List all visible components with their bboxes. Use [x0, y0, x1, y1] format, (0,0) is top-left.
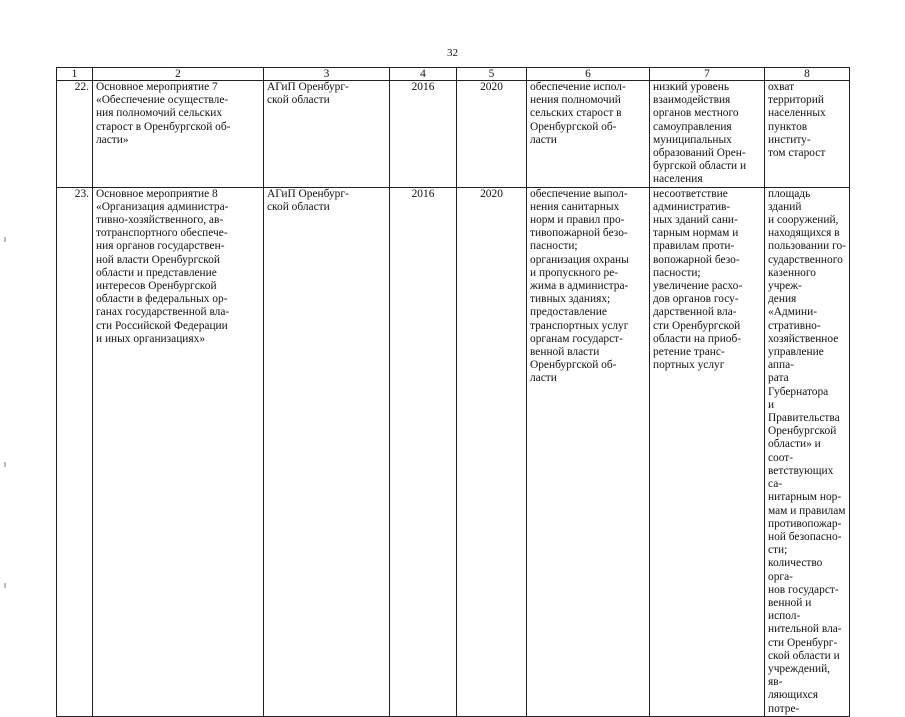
cell-line: тивных зданиях; [530, 293, 611, 306]
cell-line: управление аппа- [768, 346, 824, 372]
header-col-3: 3 [264, 68, 390, 81]
cell-line: нения полномочий [530, 94, 621, 107]
cell-line: увеличение расхо- [653, 280, 743, 293]
start-year-cell: 2016 [390, 187, 457, 716]
indicator-cell [765, 81, 850, 188]
cell-line: пасности; [530, 240, 578, 253]
cell-line: охват территорий [768, 81, 824, 107]
cell-line: АГиП Оренбург- [267, 187, 349, 200]
executor-cell [264, 81, 390, 188]
cell-line: ской области [267, 94, 330, 107]
cell-line: транспортных услуг [530, 319, 629, 332]
cell-line: ласти [530, 133, 557, 146]
page-number: 32 [447, 47, 458, 59]
cell-line: дарственной вла- [653, 306, 737, 319]
cell-line: ляющихся потре- [768, 689, 818, 715]
cell-line: и иных организациях» [96, 332, 206, 345]
cell-line: интересов Оренбургской [96, 280, 217, 293]
cell-line: несоответствие [653, 187, 728, 200]
cell-line: ветствующих са- [768, 464, 834, 491]
cell-line: ганах государственной вла- [96, 306, 230, 319]
cell-line: Оренбургской об- [530, 120, 617, 133]
cell-line: портных услуг [653, 359, 725, 372]
cell-line: количество орга- [768, 557, 823, 583]
indicator-cell [765, 187, 850, 716]
cell-line: ласти [530, 372, 557, 385]
cell-line: пунктов институ- [768, 120, 811, 146]
header-col-5: 5 [457, 68, 527, 81]
cell-line: населения [653, 173, 703, 186]
cell-line: и пропускного ре- [530, 266, 619, 279]
cell-line: находящихся в [768, 227, 840, 240]
header-col-8: 8 [765, 68, 850, 81]
cell-line: венной власти [530, 346, 600, 359]
cell-line: обеспечение выпол- [530, 187, 628, 200]
cell-line: «Обеспечение осуществле- [96, 94, 229, 107]
cell-line: казенного учреж- [768, 266, 816, 293]
cell-line: жима в администра- [530, 280, 629, 293]
cell-line: нитарным нор- [768, 491, 842, 504]
cell-line: правилам проти- [653, 240, 735, 253]
cell-line: образований Орен- [653, 147, 746, 160]
cell-line: АГиП Оренбург- [267, 81, 349, 93]
header-col-4: 4 [390, 68, 457, 81]
cell-line: венной и испол- [768, 596, 812, 623]
cell-line: органов местного [653, 107, 739, 120]
cell-line: сударственного [768, 253, 843, 266]
cell-line: стративно- [768, 319, 821, 332]
scan-margin-mark [4, 237, 6, 242]
cell-line: том старост [768, 147, 826, 160]
cell-line: тотранспортного обеспече- [96, 227, 228, 240]
cell-line: организация охраны [530, 253, 629, 266]
event-cell [93, 81, 264, 188]
cell-line: «Организация администра- [96, 200, 229, 213]
cell-line: тарным нормам и [653, 227, 739, 240]
cell-line: тивно-хозяйственного, ав- [96, 214, 224, 227]
start-year-cell: 2016 [390, 81, 457, 188]
cell-line: площадь зданий [768, 187, 811, 213]
cell-line: предоставление [530, 306, 607, 319]
cell-line: старост в Оренбургской об- [96, 120, 231, 133]
cell-line: ния полномочий сельских [96, 107, 223, 120]
cell-line: сти Оренбург- [768, 636, 838, 649]
cell-line: сти; [768, 544, 788, 557]
cell-line: хозяйственное [768, 332, 839, 345]
cell-line: области на приоб- [653, 332, 742, 345]
header-col-6: 6 [527, 68, 650, 81]
cell-line: населенных [768, 107, 826, 120]
cell-line: ния органов государствен- [96, 240, 225, 253]
end-year-cell: 2020 [457, 187, 527, 716]
cell-line: норм и правил про- [530, 214, 625, 227]
cell-line: ретение транс- [653, 346, 725, 359]
cell-line: и Правительства [768, 398, 840, 425]
cell-line: учреждений, яв- [768, 662, 831, 689]
cell-line: самоуправления [653, 120, 732, 133]
row-number: 22. [57, 81, 93, 188]
cell-line: муниципальных [653, 133, 732, 146]
cell-line: области и представление [96, 266, 217, 279]
cell-line: дов органов госу- [653, 293, 739, 306]
cell-line: дения «Админи- [768, 293, 818, 319]
cell-line: ской области [267, 200, 330, 213]
cell-line: ной безопасно- [768, 530, 842, 543]
cell-line: пользовании го- [768, 240, 846, 253]
consequence-cell [650, 187, 765, 716]
header-col-7: 7 [650, 68, 765, 81]
event-cell [93, 187, 264, 716]
cell-line: ласти» [96, 133, 129, 146]
cell-line: сти Российской Федерации [96, 319, 228, 332]
executor-cell [264, 187, 390, 716]
cell-line: ской области и [768, 649, 840, 662]
cell-line: бургской области и [653, 160, 747, 173]
cell-line: Основное мероприятие 7 [96, 81, 218, 93]
cell-line: и сооружений, [768, 214, 839, 227]
cell-line: нов государст- [768, 583, 839, 596]
cell-line: органам государст- [530, 332, 623, 345]
cell-line: Основное мероприятие 8 [96, 187, 218, 200]
cell-line: пасности; [653, 266, 701, 279]
cell-line: административ- [653, 200, 731, 213]
table-row [57, 81, 850, 188]
cell-line: взаимодействия [653, 94, 731, 107]
cell-line: ных зданий сани- [653, 214, 738, 227]
scan-margin-mark [4, 462, 6, 467]
cell-line: вопожарной безо- [653, 253, 740, 266]
cell-line: ной власти Оренбургской [96, 253, 220, 266]
scan-margin-mark [4, 583, 6, 588]
result-cell [527, 187, 650, 716]
cell-line: мам и правилам [768, 504, 846, 517]
cell-line: рата Губернатора [768, 372, 829, 398]
table-row [57, 187, 850, 716]
header-col-1: 1 [57, 68, 93, 81]
row-number: 23. [57, 187, 93, 716]
measures-table [56, 67, 850, 717]
cell-line: сти Оренбургской [653, 319, 741, 332]
cell-line: низкий уровень [653, 81, 730, 93]
cell-line: Оренбургской [768, 425, 837, 438]
end-year-cell: 2020 [457, 81, 527, 188]
cell-line: области в федеральных ор- [96, 293, 228, 306]
cell-line: противопожар- [768, 517, 842, 530]
cell-line: нения санитарных [530, 200, 620, 213]
cell-line: нительной вла- [768, 623, 842, 636]
cell-line: тивопожарной безо- [530, 227, 628, 240]
header-col-2: 2 [93, 68, 264, 81]
cell-line: области» и соот- [768, 438, 821, 464]
result-cell [527, 81, 650, 188]
cell-line: Оренбургской об- [530, 359, 617, 372]
cell-line: обеспечение испол- [530, 81, 626, 93]
header-row [57, 68, 850, 81]
cell-line: сельских старост в [530, 107, 622, 120]
consequence-cell [650, 81, 765, 188]
